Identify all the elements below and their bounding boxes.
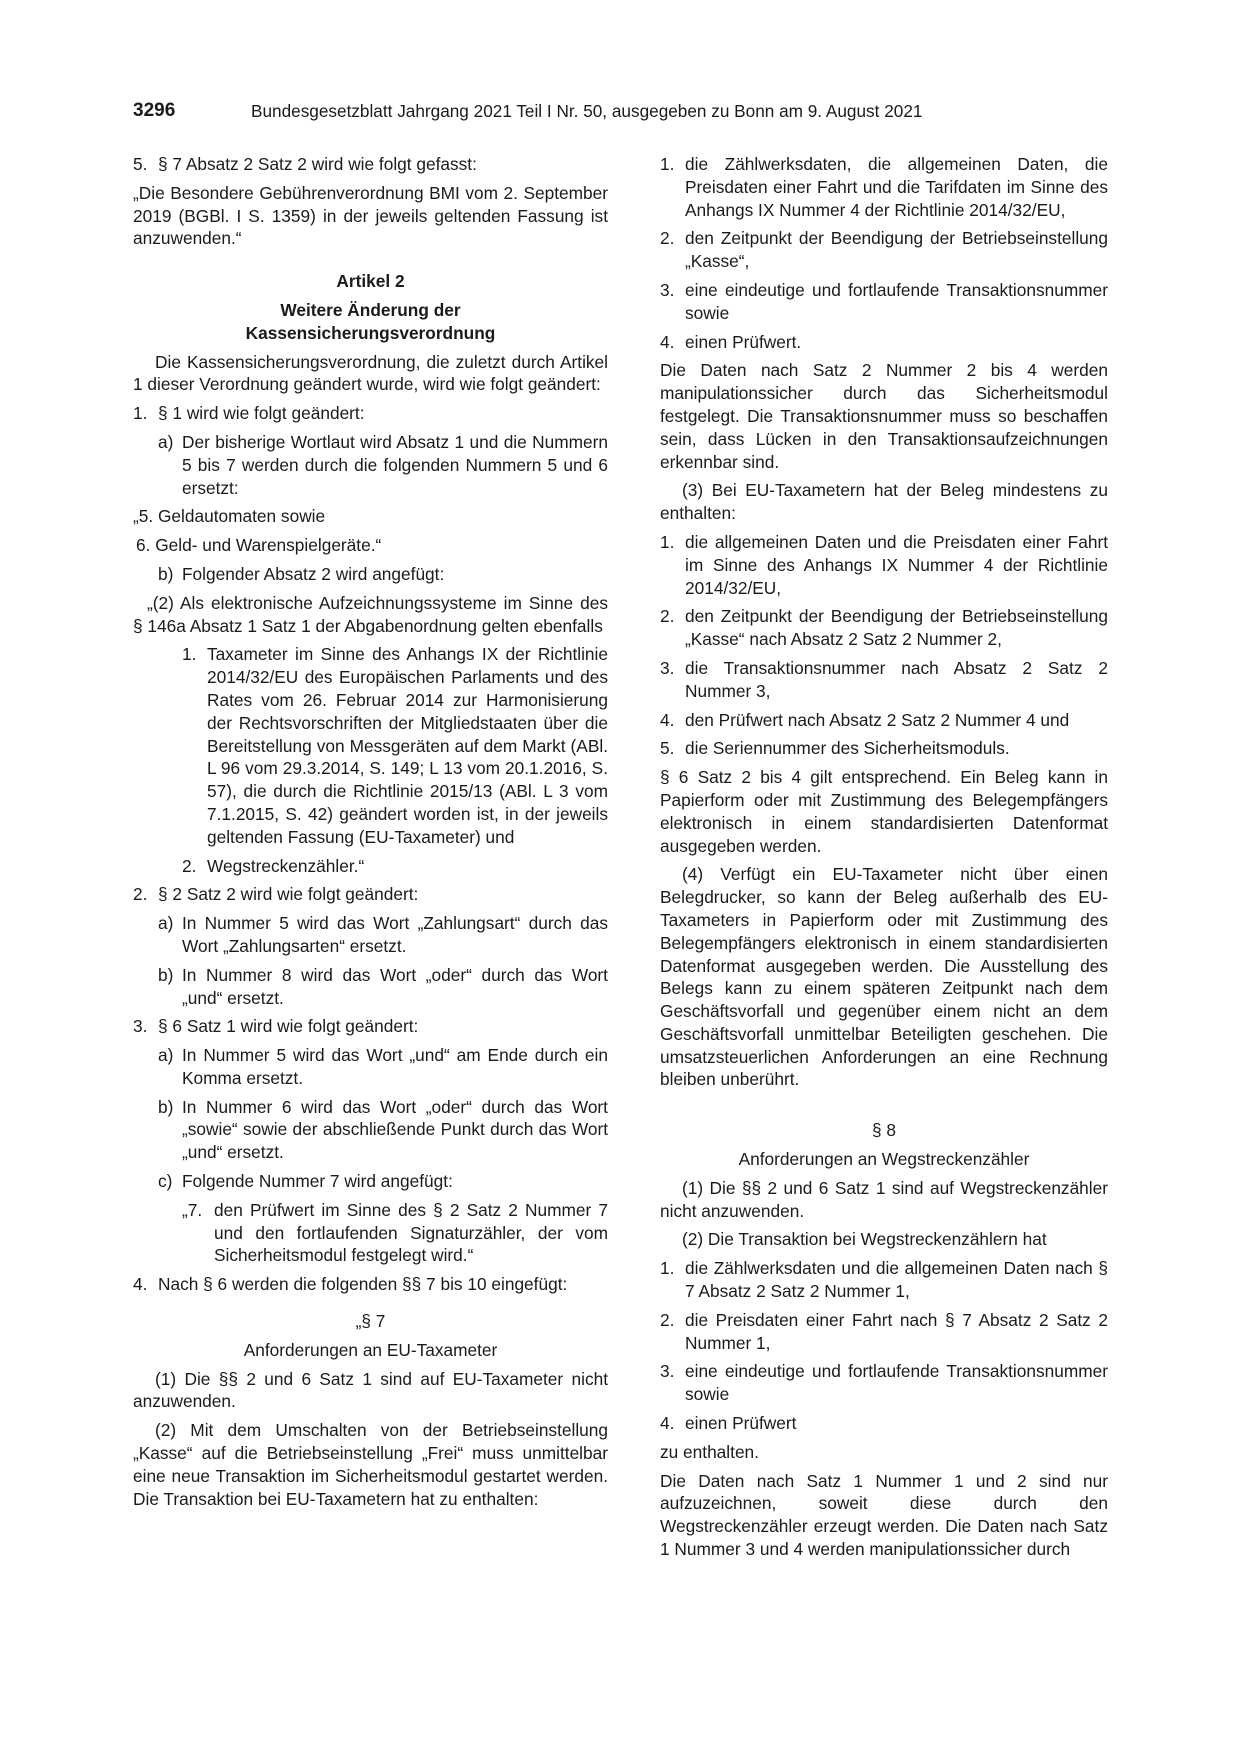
paragraph: (1) Die §§ 2 und 6 Satz 1 sind auf EU-Taxameter nicht anzuwenden.: [133, 1368, 608, 1412]
left-column: [133, 153, 608, 1516]
item-text: Nach § 6 werden die folgenden §§ 7 bis 10 eingefügt:: [158, 1274, 568, 1295]
sub-item-text: In Nummer 5 wird das Wort „Zahlungsart“ durch das Wort „Zahlungsarten“ ersetzt.: [182, 913, 608, 956]
list-item: [660, 657, 1108, 703]
list-item: [133, 1015, 608, 1038]
item-text: einen Prüfwert.: [685, 331, 802, 352]
item-number: 3.: [660, 1361, 675, 1382]
item-number: 4.: [660, 331, 675, 352]
item-text: den Prüfwert nach Absatz 2 Satz 2 Nummer 4 und: [685, 709, 1070, 730]
list-item: [660, 1412, 1108, 1435]
item-text: die Zählwerksdaten und die allgemeinen Daten nach § 7 Absatz 2 Satz 2 Nummer 1,: [685, 1258, 1108, 1302]
quoted-text: „Die Besondere Gebührenverordnung BMI vom 2. September 2019 (BGBl. I S. 1359) in der jeweils geltenden Fassung ist anzuwenden.“: [133, 182, 608, 249]
item-text: Taxameter im Sinne des Anhangs IX der Richtlinie 2014/32/EU des Europäischen Parlaments und des Rates vom 26. Februar 2014 zur Harmonisierung der Rechtsvorschriften der Mitgliedstaaten über die Bereitstellung von Messgeräten auf dem Markt (ABl. L 96 vom 29.3.2014, S. 149; L 13 vom 20.1.2016, S. 57), die durch die Richtlinie 2015/13 (ABl. L 3 vom 7.1.2015, S. 42) geändert worden ist, in der jeweils geltenden Fassung (EU-Taxameter) und: [207, 644, 608, 847]
section-subtitle: Anforderungen an EU-Taxameter: [243, 1339, 498, 1360]
sub-item: [158, 1170, 608, 1193]
list-item: [133, 1273, 608, 1296]
sub-item-label: c): [158, 1171, 173, 1192]
item-text: den Zeitpunkt der Beendigung der Betriebseinstellung „Kasse“,: [685, 228, 1108, 272]
list-item: [660, 737, 1108, 760]
paragraph: Die Daten nach Satz 1 Nummer 1 und 2 sind nur aufzuzeichnen, soweit diese durch den Wegstreckenzähler erzeugt werden. Die Daten nach Satz 1 Nummer 3 und 4 werden manipulationssicher durch: [660, 1470, 1108, 1560]
sub-item-label: a): [158, 913, 174, 934]
quoted-list-item: [182, 1199, 608, 1267]
item-number: 2.: [660, 228, 675, 249]
item-text: § 2 Satz 2 wird wie folgt geändert:: [158, 884, 419, 905]
item-number: 2.: [660, 1309, 675, 1330]
list-item: [660, 331, 1108, 354]
article-subtitle-line1: Weitere Änderung der: [280, 299, 461, 320]
list-item: [660, 153, 1108, 221]
sub-item-label: b): [158, 563, 174, 584]
item-number: 2.: [182, 855, 197, 876]
item-number: 5.: [660, 738, 675, 759]
item-number: 1.: [660, 154, 675, 174]
list-item: [660, 531, 1108, 599]
item-text: eine eindeutige und fortlaufende Transaktionsnummer sowie: [685, 279, 1108, 323]
paragraph: (2) Mit dem Umschalten von der Betriebseinstellung „Kasse“ auf die Betriebseinstellung „Frei“ muss unmittelbar eine neue Transaktion im Sicherheitsmodul gestartet werden. Die Transaktion bei EU-Taxametern hat zu enthalten:: [133, 1420, 608, 1509]
list-item: [660, 227, 1108, 273]
paragraph: Die Daten nach Satz 2 Nummer 2 bis 4 werden manipulationssicher durch das Sicherheitsmodul festgelegt. Die Transaktionsnummer muss so beschaffen sein, dass Lücken in den Transaktionsaufzeichnungen erkennbar sind.: [660, 360, 1108, 472]
item-text: die Seriennummer des Sicherheitsmoduls.: [685, 738, 1010, 759]
item-text: einen Prüfwert: [685, 1413, 797, 1434]
header-title: Bundesgesetzblatt Jahrgang 2021 Teil I Nr. 50, ausgegeben zu Bonn am 9. August 2021: [251, 101, 923, 121]
article-intro: Die Kassensicherungsverordnung, die zuletzt durch Artikel 1 dieser Verordnung geändert wurde, wird wie folgt geändert:: [133, 351, 608, 395]
section-title: § 8: [871, 1120, 897, 1141]
item-number: 5.: [133, 154, 148, 174]
item-number: 2.: [133, 884, 148, 905]
sub-item: [158, 1096, 608, 1164]
article-subtitle-line2: Kassensicherungsverordnung: [245, 322, 496, 343]
section-subtitle: Anforderungen an Wegstreckenzähler: [738, 1149, 1030, 1170]
item-text: eine eindeutige und fortlaufende Transaktionsnummer sowie: [685, 1361, 1108, 1405]
item-number: „7.: [182, 1199, 203, 1220]
sub-item-text: Folgender Absatz 2 wird angefügt:: [182, 563, 445, 584]
item-number: 3.: [660, 279, 675, 300]
sub-item: [158, 1044, 608, 1090]
paragraph: (4) Verfügt ein EU-Taxameter nicht über einen Belegdrucker, so kann der Beleg außerhalb des EU-Taxameters in Papierform oder mit Zustimmung des Belegempfängers elektronisch in einem standardisierten Datenformat ausgegeben werden. Die Ausstellung des Belegs kann zu einem späteren Zeitpunkt nach dem Geschäftsvorfall und gegenüber einem nicht an dem Geschäftsvorfall unmittelbar Beteiligten geschehen. Die umsatzsteuerlichen Anforderungen an eine Rechnung bleiben unberührt.: [660, 864, 1108, 1090]
item-number: 4.: [133, 1274, 148, 1295]
sub-item: [158, 964, 608, 1010]
list-item: [660, 1257, 1108, 1303]
item-text: Wegstreckenzähler.“: [207, 855, 365, 876]
item-number: 4.: [660, 709, 675, 730]
list-item: [660, 709, 1108, 732]
page-header: [133, 100, 1108, 126]
quoted-text: „5. Geldautomaten sowie: [133, 506, 326, 527]
sub-item-label: b): [158, 1096, 174, 1117]
paragraph: § 6 Satz 2 bis 4 gilt entsprechend. Ein Beleg kann in Papierform oder mit Zustimmung des Belegempfängers elektronisch in einem standardisierten Datenformat ausgegeben werden.: [660, 767, 1108, 856]
item-number: 1.: [660, 1258, 675, 1279]
sub-item-label: b): [158, 964, 174, 985]
right-column: [660, 153, 1108, 1567]
item-text: die Preisdaten einer Fahrt nach § 7 Absatz 2 Satz 2 Nummer 1,: [685, 1309, 1108, 1353]
item-text: den Zeitpunkt der Beendigung der Betriebseinstellung „Kasse“ nach Absatz 2 Satz 2 Nummer 2,: [685, 606, 1108, 650]
quoted-list-item: [182, 855, 608, 878]
section-title: „§ 7: [355, 1311, 386, 1332]
item-number: 3.: [133, 1016, 148, 1037]
sub-item-label: a): [158, 431, 174, 452]
sub-item-text: In Nummer 8 wird das Wort „oder“ durch das Wort „und“ ersetzt.: [182, 964, 608, 1008]
list-item: [660, 1360, 1108, 1406]
item-text: die Transaktionsnummer nach Absatz 2 Satz 2 Nummer 3,: [685, 657, 1108, 701]
paragraph: zu enthalten.: [660, 1441, 759, 1462]
quoted-list-item: [182, 643, 608, 848]
sub-item: [158, 563, 608, 586]
item-text: den Prüfwert im Sinne des § 2 Satz 2 Nummer 7 und den fortlaufenden Signaturzähler, der vom Sicherheitsmodul festgelegt wird.“: [214, 1199, 608, 1266]
paragraph: (3) Bei EU-Taxametern hat der Beleg mindestens zu enthalten:: [660, 480, 1108, 524]
sub-item-text: In Nummer 5 wird das Wort „und“ am Ende durch ein Komma ersetzt.: [182, 1045, 608, 1088]
list-item: [660, 605, 1108, 651]
sub-item-label: a): [158, 1045, 174, 1066]
paragraph: (2) Die Transaktion bei Wegstreckenzählern hat: [682, 1229, 1047, 1250]
item-text: § 1 wird wie folgt geändert:: [158, 403, 365, 424]
item-number: 2.: [660, 606, 675, 627]
item-text: § 6 Satz 1 wird wie folgt geändert:: [158, 1016, 419, 1037]
list-item: [660, 279, 1108, 325]
paragraph: (1) Die §§ 2 und 6 Satz 1 sind auf Wegstreckenzähler nicht anzuwenden.: [660, 1177, 1108, 1221]
quoted-text: 6. Geld- und Warenspielgeräte.“: [136, 535, 382, 556]
item-text: § 7 Absatz 2 Satz 2 wird wie folgt gefasst:: [158, 154, 477, 174]
item-text: die Zählwerksdaten, die allgemeinen Daten, die Preisdaten einer Fahrt und die Tarifdaten im Sinne des Anhangs IX Nummer 4 der Richtlinie 2014/32/EU,: [685, 154, 1108, 220]
item-number: 1.: [660, 531, 675, 552]
sub-item-text: Der bisherige Wortlaut wird Absatz 1 und die Nummern 5 bis 7 werden durch die folgenden Nummern 5 und 6 ersetzt:: [182, 431, 608, 498]
quoted-text: „(2) Als elektronische Aufzeichnungssysteme im Sinne des § 146a Absatz 1 Satz 1 der Abgabenordnung gelten ebenfalls: [133, 592, 608, 636]
article-title: Artikel 2: [336, 271, 405, 292]
page-number: 3296: [133, 100, 176, 121]
item-number: 4.: [660, 1413, 675, 1434]
sub-item: [158, 912, 608, 958]
list-item: [133, 883, 608, 906]
item-number: 3.: [660, 657, 675, 678]
item-number: 1.: [133, 403, 148, 424]
list-item: [133, 153, 608, 176]
item-number: 1.: [182, 644, 197, 665]
list-item: [660, 1309, 1108, 1355]
sub-item-text: In Nummer 6 wird das Wort „oder“ durch das Wort „sowie“ sowie der abschließende Punkt durch das Wort „und“ ersetzt.: [182, 1096, 608, 1163]
sub-item: [158, 431, 608, 499]
list-item: [133, 402, 608, 425]
item-text: die allgemeinen Daten und die Preisdaten einer Fahrt im Sinne des Anhangs IX Nummer 4 der Richtlinie 2014/32/EU,: [685, 531, 1108, 598]
sub-item-text: Folgende Nummer 7 wird angefügt:: [182, 1171, 453, 1192]
